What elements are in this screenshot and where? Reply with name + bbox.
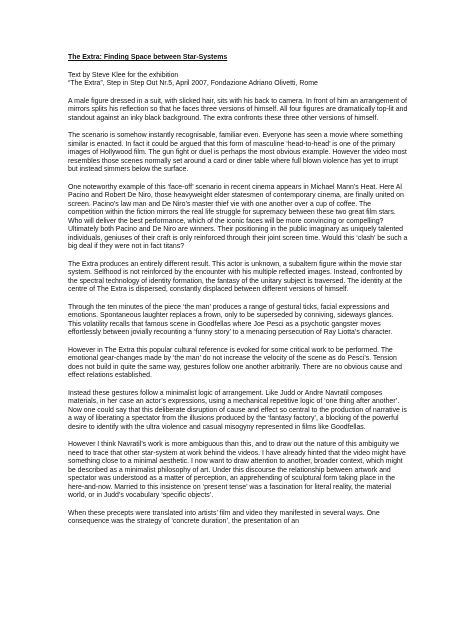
paragraph: However in The Extra this popular cultural reference is evoked for some critical work to be performed. The emotional gear-changes made by ‘the man’ do not increase the velocity of the scene as do Pesci’s. Tension does not build in quite the same way, gestures follow one another arbitrarily. There are no obvious cause and effect relations established. xyxy=(68,346,402,379)
document-title: The Extra: Finding Space between Star-Systems xyxy=(68,54,228,61)
paragraph: When these precepts were translated into artists’ film and video they manifested in several ways. One consequence was the strategy of ‘concrete duration’, the presentation of an xyxy=(68,509,380,525)
paragraph: The scenario is somehow instantly recognisable, familiar even. Everyone has seen a movie where something similar is enacted. In fact it could be argued that this form of masculine ‘head-to-head’ is one of the primary images of Hollywood film. The gun fight or duel is perhaps the most obvious example. However the video most resembles those scenes normally set around a card or diner table where full blown violence has yet to irrupt but instead simmers below the surface. xyxy=(68,132,407,173)
paragraph: One noteworthy example of this ‘face-off’ scenario in recent cinema appears in Michael Mann’s Heat. Here Al Pacino and Robert De Niro, those heavyweight elder statesmen of contemporary cinema, are finally united on screen. Pacino’s law man and De Niro’s master thief vie with one another over a cup of coffee. The competition within the fiction mirrors the real life struggle for supremacy between these two great film stars. Who will deliver the best performance, which of the iconic faces will be more convincing or compelling? Ultimately both Pacino and De Niro are winners. Their positioning in the public imaginary as uniquely talented individuals, geniuses of their craft is only reinforced through their joint screen time. Would this ‘clash’ be such a big deal if they were not in fact titans? xyxy=(68,183,408,250)
paragraph: A male figure dressed in a suit, with slicked hair, sits with his back to camera. In front of him an arrangement of mirrors splits his reflection so that he faces three versions of himself. All four figures are dramatically top-lit and standout against an inky black background. The extra confronts these three other versions of himself. xyxy=(68,97,408,122)
paragraph: Through the ten minutes of the piece ‘the man’ produces a range of gestural ticks, facial expressions and emotions. Spontaneous laughter replaces a frown, only to be superseded by conniving, sideways glances. This volatility recalls that famous scene in Goodfellas where Joe Pesci as a psychotic gangster moves effortlessly between jovially recounting a ‘funny story’ to a menacing persecution of Ray Liotta’s character. xyxy=(68,303,394,336)
paragraph: Instead these gestures follow a minimalist logic of arrangement. Like Judd or Andre Navratil composes materials, in her case an actor’s expressions, using a mechanical repetitive logic of ‘one thing after another’. Now one could say that this deliberate disruption of cause and effect so central to the production of narrative is a way of liberating a spectator from the illusions produced by the ‘fantasy factory’, a blocking of the powerful desire to identify with the ultra violence and casual misogyny represented in films like Goodfellas. xyxy=(68,389,407,431)
paragraph: The Extra produces an entirely different result. This actor is unknown, a subaltern figure within the movie star system. Selfhood is not reinforced by the encounter with his multiple reflected images. Instead, confronted by the spectral technology of identity formation, the fantasy of the unitary subject is traversed. The identity at the centre of The Extra is dispersed, constantly displaced between different versions of himself. xyxy=(68,260,403,293)
author-line: Text by Steve Klee for the exhibition xyxy=(68,71,179,79)
exhibition-line: “The Extra”, Step in Step Out Nr.5, April 2007, Fondazione Adriano Olivetti, Rome xyxy=(68,80,318,87)
byline xyxy=(68,72,408,89)
paragraph: However I think Navratil’s work is more ambiguous than this, and to draw out the nature of this ambiguity we need to trace that other star-system at work behind the videos. I have already hinted that the video might have something close to a minimal aesthetic. I now want to draw attention to another, broader context, which might be described as a minimalist philosophy of art. Under this discourse the relationship between artwork and spectator was understood as a matter of perception, an apprehending of sculptural form taking place in the here-and-now. Married to this insistence on ‘present tense’ was a fascination for literal reality, the material world, or in Judd’s vocabulary ‘specific objects’. xyxy=(68,441,406,499)
